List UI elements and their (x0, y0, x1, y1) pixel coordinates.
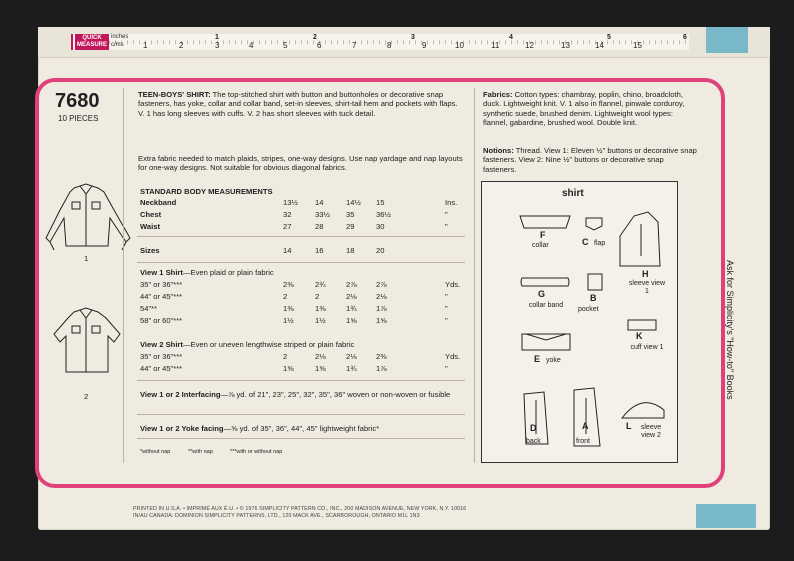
interfacing-note: View 1 or 2 Interfacing—⅞ yd. of 21", 23", 25", 32", 35", 36" woven or non-woven or fusible (140, 390, 451, 399)
table-row: Neckband 13½ 14 14½ 15 Ins. (140, 198, 458, 207)
piece-letter-F: F (540, 230, 546, 240)
shirt-view1-sketch (46, 184, 130, 250)
pattern-pieces-panel (481, 181, 678, 463)
ruler-cm-label: 10 (455, 41, 464, 50)
table-row: 44" or 45"*** 1⅝ 1⅝ 1¾ 1⅞ " (140, 364, 448, 373)
piece-letter-A: A (582, 421, 589, 431)
ruler-cm-label: 15 (633, 41, 642, 50)
cuff-view1-piece (628, 320, 656, 330)
divider (137, 380, 465, 381)
ruler-cm-label: 13 (561, 41, 570, 50)
ruler-cm-label: 6 (317, 41, 322, 50)
piece-letter-D: D (530, 423, 537, 433)
piece-letter-C: C (582, 237, 589, 247)
fabrics-note: Fabrics: Cotton types: chambray, poplin, chino, broadcloth, duck. Lightweight knit. V. 1 also in flannel, pinwale corduroy, synthetic suede, brushed denim. Lightweight wool types: flannel, gabardine, brushed wool. Double knit. (483, 90, 685, 127)
ruler-unit-cm: c/ms (111, 42, 124, 48)
ruler-unit-inches: inches (111, 34, 129, 40)
ruler-cm-label: 9 (422, 41, 427, 50)
quick-measure-ruler (71, 34, 689, 50)
ruler-inch-label: 5 (607, 34, 611, 41)
piece-name-flap: flap (594, 240, 606, 247)
piece-name-pocket: pocket (578, 306, 599, 313)
divider (137, 414, 465, 415)
collar-piece (520, 216, 570, 228)
ruler-inch-label: 4 (509, 34, 513, 41)
ruler-cm-label: 14 (595, 41, 604, 50)
piece-name-sleeve-view1: sleeve view 1 (628, 280, 666, 295)
pattern-number: 7680 (55, 90, 100, 112)
table-row: 54"** 1⅜ 1⅜ 1¾ 1⅞ " (140, 304, 448, 313)
view2-label: 2 (84, 392, 89, 401)
ruler-inch-label: 1 (215, 34, 219, 41)
yoke-piece (522, 334, 570, 350)
piece-letter-G: G (538, 289, 546, 299)
divider (137, 262, 465, 263)
body-measurements-title: STANDARD BODY MEASUREMENTS (140, 187, 273, 196)
view1-label: 1 (84, 254, 89, 263)
ruler-cm-label: 11 (491, 41, 500, 50)
collar-band-piece (521, 278, 569, 286)
piece-name-sleeve-view2: sleeve view 2 (640, 424, 662, 439)
column-divider (123, 88, 124, 463)
piece-name-cuff-view1: cuff view 1 (630, 344, 664, 351)
piece-name-back: back (526, 438, 541, 445)
view1-title: View 1 Shirt—Even plaid or plain fabric (140, 268, 274, 277)
table-row: 35" or 36"*** 2⅜ 2¾ 2⅞ 2⅞ Yds. (140, 280, 461, 289)
shirt-view2-sketch (54, 308, 120, 372)
sleeve-view1-piece (620, 212, 660, 266)
sleeve-view2-piece (622, 403, 664, 418)
piece-name-yoke: yoke (546, 357, 561, 364)
view2-title: View 2 Shirt—Even or uneven lengthwise striped or plain fabric (140, 340, 355, 349)
footnote-with-nap: **with nap (188, 449, 213, 455)
table-row: Chest 32 33½ 35 36½ " (140, 210, 448, 219)
piece-name-collar: collar (532, 242, 549, 249)
quick-measure-badge: QUICK MEASURE (76, 35, 107, 48)
printer-credits: PRINTED IN U.S.A. • IMPRIMÉ AUX É.U. • © 1976 SIMPLICITY PATTERN CO., INC., 200 MADISON AVENUE, NEW YORK, N.Y. 10016 IN/AU CANADA: DOMINION SIMPLICITY PATTERNS, LTD., 120 MACK AVE., SCARBOROUGH, ONTARIO M1L 1N3 (133, 506, 467, 519)
sizes-row: Sizes 14 16 18 20 (140, 246, 385, 255)
notions-note: Notions: Thread. View 1: Eleven ½" buttons or decorative snap fasteners. View 2: Nine ½" buttons or decorative snap fasteners. (483, 146, 697, 174)
piece-name-collar-band: collar band (528, 302, 564, 309)
column-divider (474, 88, 475, 463)
table-row: Waist 27 28 29 30 " (140, 222, 448, 231)
piece-letter-H: H (642, 269, 649, 279)
shirt-sketches (44, 180, 134, 380)
ruler-inch-label: 2 (313, 34, 317, 41)
ruler-cm-label: 5 (283, 41, 288, 50)
description: TEEN-BOYS' SHIRT: The top-stitched shirt with button and buttonholes or decorative snap fasteners, has yoke, collar and collar band, set-in sleeves, shirt-tail hem and pockets with flaps. V. 1 has long sleeves with cuffs. V. 2 has short sleeves with tuck detail. (138, 90, 458, 118)
divider (137, 438, 465, 439)
footnote-with-or-without-nap: ***with or without nap (230, 449, 283, 455)
pattern-piece-shapes (482, 182, 677, 462)
piece-letter-L: L (626, 421, 632, 431)
table-row: 58" or 60"*** 1½ 1½ 1⅝ 1⅝ " (140, 316, 448, 325)
piece-count: 10 PIECES (58, 114, 99, 123)
ruler-cm-label: 12 (525, 41, 534, 50)
flap-piece (586, 218, 602, 230)
yoke-facing-note: View 1 or 2 Yoke facing—⅝ yd. of 35", 36", 44", 45" lightweight fabric* (140, 424, 380, 433)
ruler-cm-label: 7 (352, 41, 357, 50)
extra-fabric-note: Extra fabric needed to match plaids, stripes, one-way designs. Use nap yardage and nap layouts for one-way designs. Not suitable for obvious diagonal fabrics. (138, 154, 463, 173)
piece-letter-E: E (534, 354, 541, 364)
pieces-title: shirt (562, 188, 584, 199)
ruler-inch-label: 6 (683, 34, 687, 41)
ruler-cm-label: 4 (249, 41, 254, 50)
piece-name-front: front (576, 438, 591, 445)
ruler-cm-label: 2 (179, 41, 184, 50)
ruler-inch-label: 3 (411, 34, 415, 41)
ruler-cm-label: 3 (215, 41, 220, 50)
piece-letter-K: K (636, 331, 643, 341)
footnote-without-nap: *without nap (140, 449, 171, 455)
how-to-books-text: Ask for Simplicity's "How-to" Books (725, 260, 735, 400)
ruler-cm-label: 1 (143, 41, 148, 50)
ruler-cm-label: 8 (387, 41, 392, 50)
teal-tab-top (706, 27, 748, 53)
table-row: 35" or 36"*** 2 2⅛ 2⅛ 2⅜ Yds. (140, 352, 461, 361)
divider (137, 236, 465, 237)
table-row: 44" or 45"*** 2 2 2⅛ 2⅛ " (140, 292, 448, 301)
teal-tab-bottom (696, 504, 756, 528)
pocket-piece (588, 274, 602, 290)
piece-letter-B: B (590, 293, 597, 303)
